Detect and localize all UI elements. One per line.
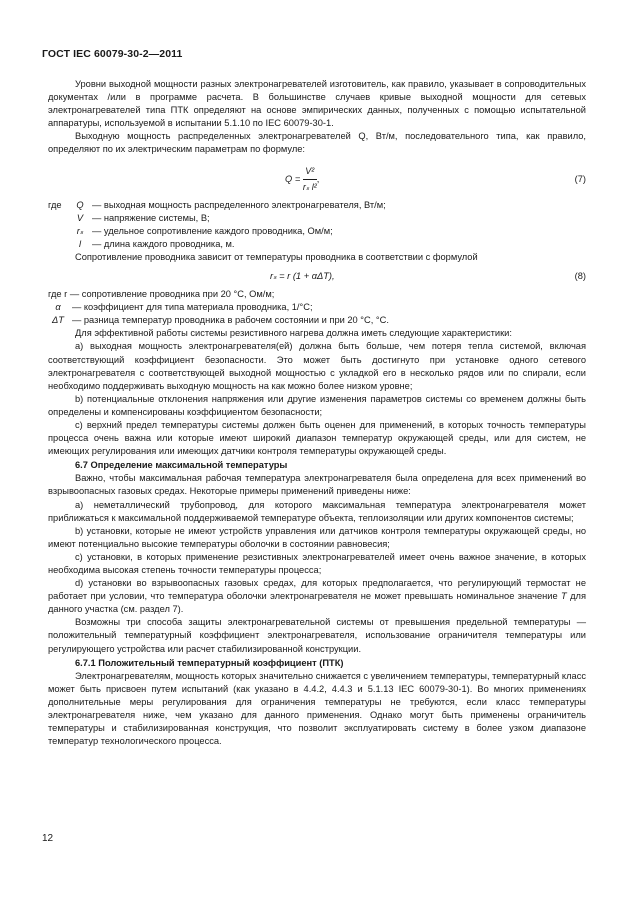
definition-row [48, 301, 586, 314]
list-item: с) верхний предел температуры системы должен быть оценен для применений, в которых точность температуры процесса очень важна или которые имеют широкий диапазон температур окружающей среды, или для систем, не имеющих регулирования или имеющих датчики контроля температуры окружающей среды. [48, 419, 586, 457]
formula-expression: rₛ = r (1 + αΔT), [270, 271, 335, 282]
formula-tail: , [316, 173, 320, 184]
section-heading: 6.7 Определение максимальной температуры [75, 460, 288, 471]
list-item: b) установки, которые не имеют устройств управления или датчиков контроля температуры окружающей среды, но имеют потенциально высокие температуры оболочки в состоянии равновесия; [48, 525, 586, 549]
paragraph: Электронагревателям, мощность которых значительно снижается с увеличением температуры, температурный класс может быть присвоен путем испытаний (как указано в 4.4.2, 4.4.3 и 5.1.13 IEC 60079-30-1). Во многих применениях дополнительные меры регулирования для ограничения температуры не требуются, если класс температуры электронагревателя ниже, чем указано для данного применения. Однако могут быть применены ограничитель температуры и стабилизированная конструкция, что позволит эксплуатировать систему в более узком диапазоне температур технологического процесса. [48, 670, 586, 747]
definition-row [48, 314, 586, 327]
list-item: а) выходная мощность электронагревателя(ей) должна быть больше, чем потеря тепла системой, включая соответствующий коэффициент безопасности. Это может быть достигнуто при установке одного сетевого электронагревателя с соответствующей выходной мощностью с укладкой его в несколько рядов или по спирали, если необходимо поддерживать выходную мощность на как можно более низком уровне; [48, 341, 586, 391]
definitions-lead: где [48, 199, 62, 210]
list-item-text: для данного участка (см. раздел 7). [48, 591, 586, 615]
document-header: ГОСТ IEC 60079-30-2—2011 [42, 48, 183, 60]
page-number: 12 [42, 833, 54, 844]
formula-8 [48, 264, 586, 288]
definitions-list [48, 199, 586, 251]
equation-number: (7) [574, 173, 586, 184]
definition-symbol: α [55, 302, 61, 313]
list-item: с) установки, в которых применение резистивных электронагревателей имеет очень важное значение, в которых необходима высокая степень точности температуры процесса; [48, 551, 586, 575]
definitions-list [48, 288, 586, 327]
definition-row [48, 238, 586, 251]
definitions-lead: где r — сопротивление проводника при 20 °С, Ом/м; [48, 289, 275, 300]
paragraph: Уровни выходной мощности разных электронагревателей изготовитель, как правило, указывает в сопроводительных документах /или в программе расчета. В большинстве случаев кривые выходной мощности для сетевых электронагревателей типа ПТК определяют на основе эмпирических данных, полученных с помощью испытательной аппаратуры, используемой в испытании 5.1.10 по IEC 60079-30-1. [48, 79, 586, 129]
section-heading: 6.7.1 Положительный температурный коэффициент (ПТК) [75, 657, 344, 668]
definition-text: — удельное сопротивление каждого проводника, Ом/м; [92, 225, 333, 236]
page-content [48, 78, 586, 748]
definition-text: — коэффициент для типа материала проводника, 1/°С; [72, 302, 313, 313]
definition-symbol: rₛ [76, 225, 84, 236]
definition-row [48, 225, 586, 238]
paragraph: Выходную мощность распределенных электронагревателей Q, Вт/м, последовательного типа, как правило, определяют по их электрическим параметрам по формуле: [48, 131, 586, 155]
paragraph: Сопротивление проводника зависит от температуры проводника в соответствии с формулой [75, 251, 478, 262]
formula-fraction [303, 165, 317, 194]
definition-symbol: Q [76, 199, 84, 210]
definition-symbol: V [76, 212, 84, 223]
definition-text: — выходная мощность распределенного электронагревателя, Вт/м; [92, 199, 386, 210]
equation-number: (8) [574, 271, 586, 282]
formula-7 [48, 157, 586, 197]
definition-symbol: l [78, 238, 82, 249]
list-item: а) неметаллический трубопровод, для которого максимальная температура электронагревателя может приближаться к максимальной поддерживаемой температуре объекта, теплоизоляции или других компонентов системы; [48, 499, 586, 523]
paragraph: Для эффективной работы системы резистивного нагрева должна иметь следующие характеристики: [75, 328, 512, 339]
paragraph: Важно, чтобы максимальная рабочая температура электронагревателя была определена для всех применений во взрывоопасных газовых средах. Некоторые примеры применений приведены ниже: [48, 473, 586, 497]
paragraph: Возможны три способа защиты электронагревательной системы от превышения предельной температуры — положительный температурный коэффициент электронагревателя, использование ограничителя температуры или регулирующего устройства или расчет стабилизированной конструкции. [48, 617, 586, 654]
symbol-T: T [561, 591, 567, 602]
fraction-denominator: rₛ l² [302, 181, 317, 192]
definition-row [48, 288, 586, 301]
list-item [48, 577, 586, 616]
definition-text: — длина каждого проводника, м. [92, 238, 235, 249]
definition-text: — разница температур проводника в рабочем состоянии и при 20 °С, °С. [72, 315, 389, 326]
formula-lhs: Q = [285, 173, 301, 184]
definition-symbol: ΔT [52, 315, 64, 326]
definition-text: — напряжение системы, В; [92, 212, 210, 223]
definition-row [48, 212, 586, 225]
fraction-numerator: V² [303, 165, 317, 180]
list-item: b) потенциальные отклонения напряжения или другие изменения параметров системы со временем должны быть определены и компенсированы коэффициентом безопасности; [48, 393, 586, 417]
definition-row [48, 199, 586, 212]
list-item-text: d) установки во взрывоопасных газовых средах, для которых предполагается, что регулирующий термостат не работает при условии, что температура оболочки электронагревателя не может превышать номинальное значение [48, 578, 586, 602]
